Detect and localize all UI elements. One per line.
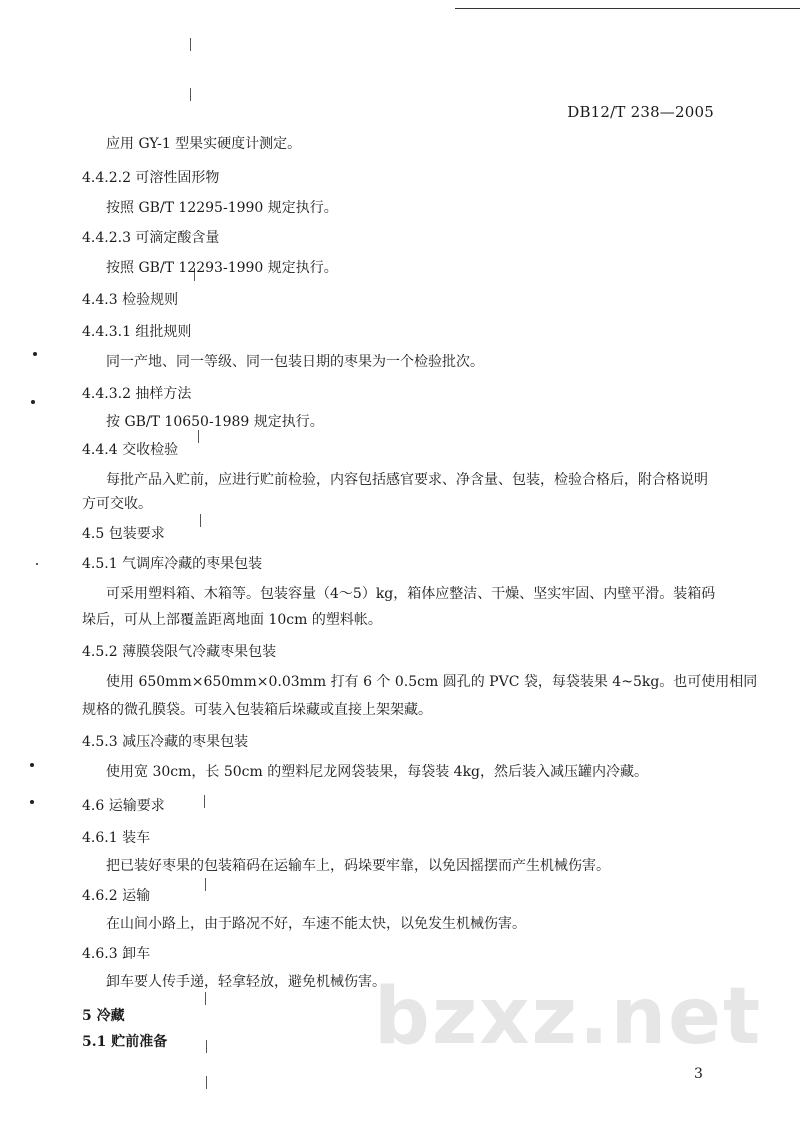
body-text: 按照 GB/T 12295-1990 规定执行。 [106, 200, 338, 216]
section-heading: 4.4.3 检验规则 [82, 292, 179, 308]
scan-dot [31, 400, 35, 404]
body-text-continued: 方可交收。 [82, 496, 152, 512]
header-rule [455, 8, 800, 9]
body-text: 在山间小路上，由于路况不好，车速不能太快，以免发生机械伤害。 [106, 916, 526, 932]
page-number: 3 [694, 1066, 703, 1082]
binding-mark [204, 795, 205, 808]
binding-mark [190, 88, 191, 101]
section-heading: 4.5.3 减压冷藏的枣果包装 [82, 734, 249, 750]
body-text: 每批产品入贮前，应进行贮前检验，内容包括感官要求、净含量、包装，检验合格后，附合格说明 [106, 472, 708, 488]
section-heading: 4.5.1 气调库冷藏的枣果包装 [82, 556, 263, 572]
section-heading: 4.6.2 运输 [82, 888, 151, 904]
body-text: 应用 GY-1 型果实硬度计测定。 [106, 136, 302, 152]
body-text-continued: 垛后，可从上部覆盖距离地面 10cm 的塑料帐。 [82, 612, 382, 628]
binding-mark [190, 38, 191, 51]
binding-mark [200, 514, 201, 527]
scan-dot [36, 563, 38, 565]
section-heading: 4.4.3.1 组批规则 [82, 324, 192, 340]
scan-dot [33, 352, 37, 356]
binding-mark [205, 992, 206, 1005]
section-heading: 4.5.2 薄膜袋限气冷藏枣果包装 [82, 644, 277, 660]
section-heading: 4.4.4 交收检验 [82, 442, 179, 458]
section-heading: 4.6.3 卸车 [82, 946, 151, 962]
section-heading: 4.4.2.2 可溶性固形物 [82, 170, 220, 186]
scan-dot [30, 800, 34, 804]
section-heading: 4.6 运输要求 [82, 798, 165, 814]
standard-code: DB12/T 238—2005 [567, 103, 714, 121]
binding-mark [206, 1076, 207, 1089]
body-text-continued: 规格的微孔膜袋。可装入包装箱后垛藏或直接上架架藏。 [82, 702, 432, 718]
body-text: 可采用塑料箱、木箱等。包装容量（4～5）kg，箱体应整洁、干燥、坚实牢固、内壁平滑。装箱码 [106, 586, 716, 602]
section-heading: 5 冷藏 [82, 1008, 125, 1024]
section-heading: 4.5 包装要求 [82, 526, 165, 542]
body-text: 使用宽 30cm，长 50cm 的塑料尼龙网袋装果，每袋装 4kg，然后装入减压罐内冷藏。 [106, 764, 649, 780]
binding-mark [205, 878, 206, 891]
section-heading: 4.4.2.3 可滴定酸含量 [82, 230, 220, 246]
section-heading: 5.1 贮前准备 [82, 1034, 168, 1050]
scan-dot [30, 763, 34, 767]
body-text: 按 GB/T 10650-1989 规定执行。 [106, 414, 324, 430]
section-heading: 4.6.1 装车 [82, 830, 151, 846]
body-text: 使用 650mm×650mm×0.03mm 打有 6 个 0.5cm 圆孔的 PVC 袋，每袋装果 4~5kg。也可使用相同 [106, 674, 758, 690]
section-heading: 4.4.3.2 抽样方法 [82, 386, 192, 402]
body-text: 卸车要人传手递，轻拿轻放，避免机械伤害。 [106, 974, 386, 990]
body-text: 把已装好枣果的包装箱码在运输车上，码垛要牢靠，以免因摇摆而产生机械伤害。 [106, 858, 610, 874]
watermark: bzxz.net [374, 972, 763, 1062]
binding-mark [206, 1040, 207, 1053]
body-text: 同一产地、同一等级、同一包装日期的枣果为一个检验批次。 [106, 354, 484, 370]
body-text: 按照 GB/T 12293-1990 规定执行。 [106, 260, 338, 276]
